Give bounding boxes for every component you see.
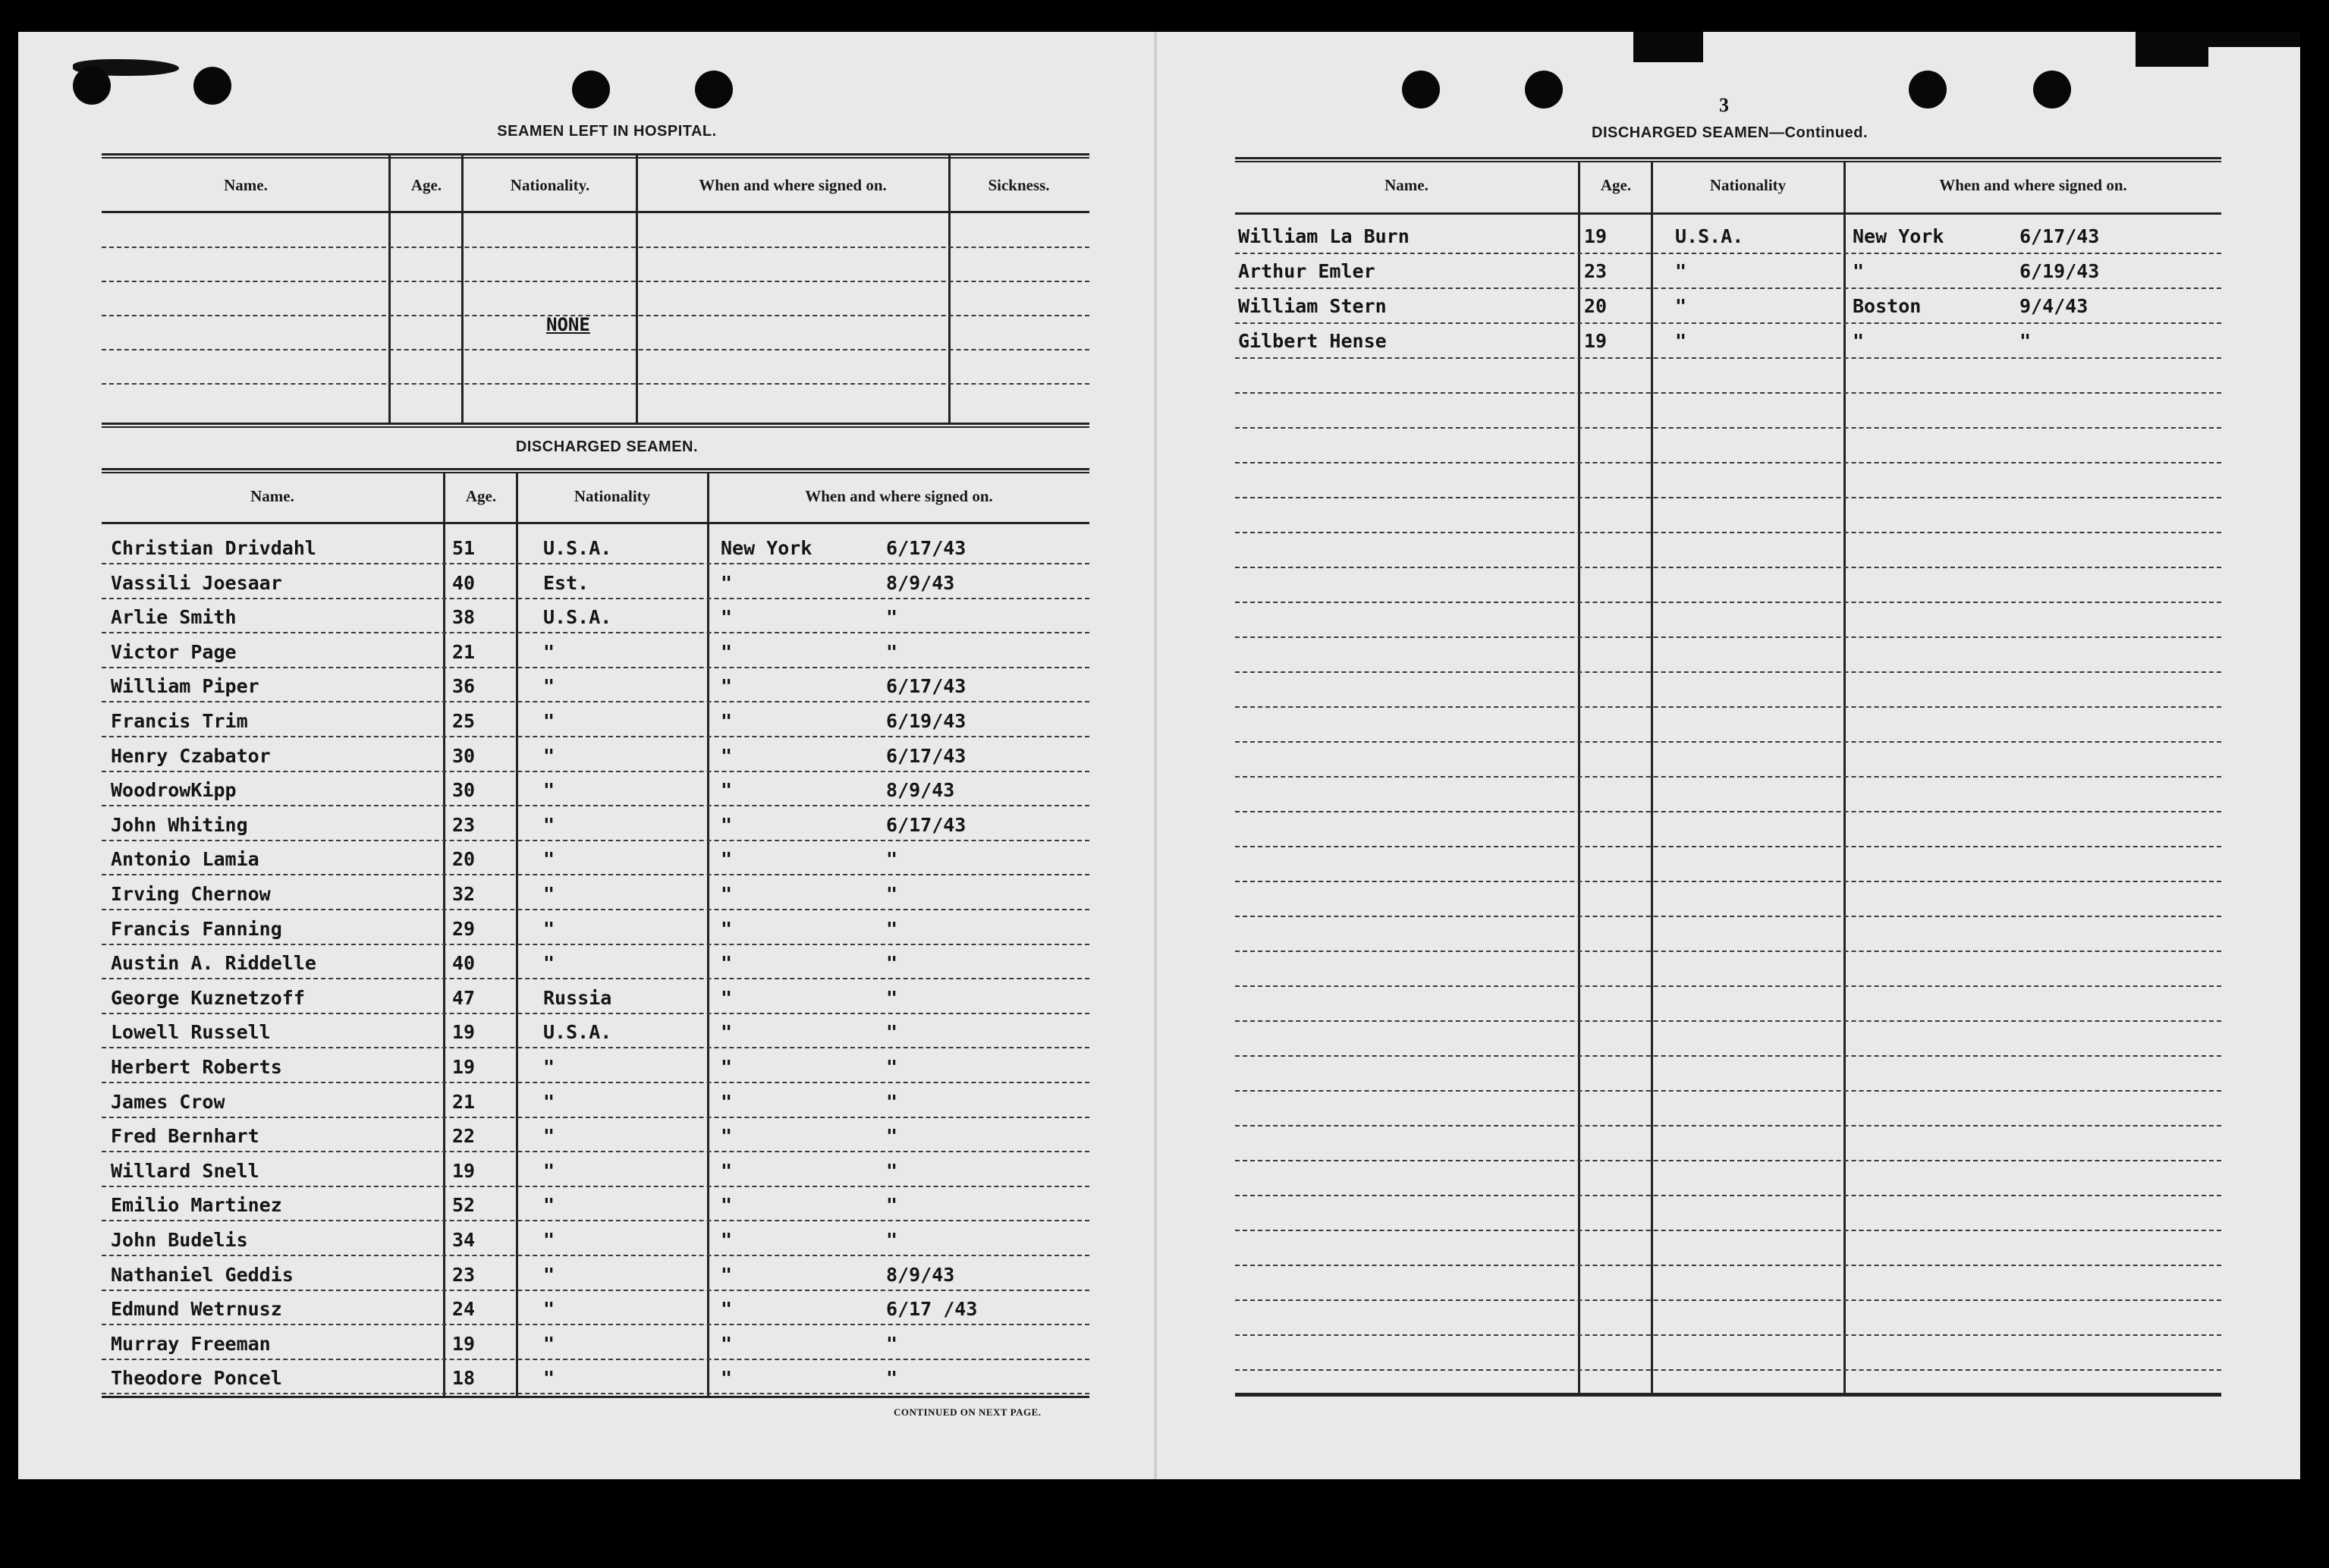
seaman-nationality: Russia — [543, 987, 612, 1009]
row-line — [1235, 567, 2221, 568]
row-line — [1235, 357, 2221, 359]
right-header-when-where: When and where signed on. — [1939, 176, 2127, 194]
row-line — [102, 1324, 1089, 1325]
row-line — [1235, 1265, 2221, 1266]
hospital-header-when-where: When and where signed on. — [699, 176, 887, 194]
seaman-nationality: " — [1675, 330, 1687, 352]
hospital-table-top-rule — [102, 153, 1089, 159]
seaman-signed-where: " — [721, 675, 733, 697]
row-line — [1235, 951, 2221, 952]
row-line — [102, 1151, 1089, 1152]
row-line — [1235, 322, 2221, 324]
row-line — [102, 1082, 1089, 1083]
row-line — [102, 771, 1089, 772]
punch-hole-4 — [695, 71, 733, 108]
seaman-age: 51 — [452, 537, 476, 559]
seaman-signed-when: " — [886, 1125, 898, 1147]
row-line — [102, 598, 1089, 599]
seaman-signed-when: 8/9/43 — [886, 1264, 955, 1286]
row-line — [102, 563, 1089, 564]
seaman-nationality: " — [543, 675, 555, 697]
seaman-name: Gilbert Hense — [1238, 330, 1387, 352]
row-line — [1235, 392, 2221, 394]
row-line — [102, 632, 1089, 633]
row-line — [1235, 741, 2221, 743]
seaman-age: 29 — [452, 918, 476, 940]
seaman-age: 40 — [452, 572, 476, 594]
row-line — [1235, 1160, 2221, 1161]
seaman-nationality: " — [543, 1091, 555, 1113]
seaman-nationality: " — [543, 745, 555, 767]
seaman-name: John Budelis — [111, 1229, 248, 1251]
seaman-nationality: " — [543, 779, 555, 801]
seaman-signed-where: " — [721, 1333, 733, 1355]
seaman-signed-where: " — [721, 848, 733, 870]
seaman-age: 19 — [1584, 330, 1608, 352]
seaman-age: 34 — [452, 1229, 476, 1251]
seaman-signed-where: New York — [1853, 225, 1944, 247]
seaman-name: Francis Fanning — [111, 918, 282, 940]
seaman-name: James Crow — [111, 1091, 225, 1113]
hospital-header-name: Name. — [224, 176, 268, 194]
seaman-nationality: " — [543, 1298, 555, 1320]
seaman-signed-when: " — [886, 606, 898, 628]
seaman-age: 23 — [1584, 260, 1608, 282]
seaman-signed-where: " — [721, 1125, 733, 1147]
seaman-age: 19 — [452, 1333, 476, 1355]
seaman-name: Christian Drivdahl — [111, 537, 316, 559]
seaman-age: 52 — [452, 1194, 476, 1216]
seaman-name: Irving Chernow — [111, 883, 271, 905]
discharged-table-top-rule — [102, 468, 1089, 473]
seaman-name: Austin A. Riddelle — [111, 952, 316, 974]
row-line — [1235, 497, 2221, 498]
continued-footnote: CONTINUED ON NEXT PAGE. — [894, 1406, 1042, 1418]
seaman-signed-where: " — [721, 814, 733, 836]
row-line — [102, 667, 1089, 668]
row-line — [102, 805, 1089, 806]
seaman-signed-when: " — [886, 1160, 898, 1182]
hospital-header-rule — [102, 211, 1089, 213]
seaman-name: Herbert Roberts — [111, 1056, 282, 1078]
row-line — [102, 1290, 1089, 1291]
seaman-signed-where: " — [721, 1298, 733, 1320]
row-line — [102, 1047, 1089, 1048]
seaman-nationality: U.S.A. — [543, 537, 612, 559]
row-line — [1235, 881, 2221, 882]
discharged-header-name: Name. — [250, 487, 294, 505]
seaman-signed-where: " — [721, 918, 733, 940]
seaman-nationality: " — [1675, 295, 1687, 317]
seaman-signed-when: 8/9/43 — [886, 572, 955, 594]
binder-tab-1 — [1633, 32, 1703, 62]
seaman-signed-when: 6/17/43 — [886, 675, 966, 697]
seaman-name: Edmund Wetrnusz — [111, 1298, 282, 1320]
seaman-signed-when: 6/17/43 — [886, 745, 966, 767]
hospital-section-title: SEAMEN LEFT IN HOSPITAL. — [497, 123, 717, 140]
row-line — [102, 701, 1089, 702]
seaman-nationality: U.S.A. — [543, 606, 612, 628]
seaman-signed-where: " — [721, 1194, 733, 1216]
punch-hole-7 — [1909, 71, 1947, 108]
seaman-age: 19 — [452, 1160, 476, 1182]
discharged-table-bottom-rule — [102, 1396, 1089, 1398]
row-line — [1235, 1055, 2221, 1057]
row-line — [1235, 776, 2221, 778]
row-line — [1235, 985, 2221, 987]
seaman-signed-where: " — [721, 952, 733, 974]
seaman-name: Fred Bernhart — [111, 1125, 259, 1147]
punch-hole-6 — [1525, 71, 1563, 108]
seaman-signed-where: " — [721, 572, 733, 594]
seaman-signed-when: 8/9/43 — [886, 779, 955, 801]
row-line — [1235, 811, 2221, 812]
seaman-nationality: " — [543, 952, 555, 974]
seaman-age: 21 — [452, 641, 476, 663]
seaman-signed-where: " — [721, 779, 733, 801]
right-table-top-rule — [1235, 157, 2221, 162]
discharged-header-rule — [102, 522, 1089, 524]
row-line — [1235, 288, 2221, 289]
seaman-name: John Whiting — [111, 814, 248, 836]
hospital-row-line — [102, 247, 1089, 248]
binder-tab-2 — [2136, 32, 2208, 67]
seaman-name: Victor Page — [111, 641, 237, 663]
seaman-age: 24 — [452, 1298, 476, 1320]
row-line — [1235, 427, 2221, 429]
seaman-age: 18 — [452, 1367, 476, 1389]
row-line — [1235, 462, 2221, 463]
seaman-nationality: " — [543, 814, 555, 836]
seaman-name: William La Burn — [1238, 225, 1410, 247]
seaman-signed-where: " — [721, 745, 733, 767]
seaman-nationality: " — [543, 710, 555, 732]
seaman-age: 23 — [452, 814, 476, 836]
seaman-nationality: " — [543, 1264, 555, 1286]
seaman-name: Henry Czabator — [111, 745, 271, 767]
right-header-rule — [1235, 212, 2221, 215]
seaman-age: 20 — [1584, 295, 1608, 317]
row-line — [102, 1013, 1089, 1014]
row-line — [102, 1186, 1089, 1187]
seaman-age: 47 — [452, 987, 476, 1009]
row-line — [102, 978, 1089, 979]
seaman-nationality: " — [543, 883, 555, 905]
seaman-signed-where: " — [721, 606, 733, 628]
row-line — [1235, 1369, 2221, 1371]
seaman-nationality: " — [543, 1125, 555, 1147]
seaman-nationality: U.S.A. — [1675, 225, 1744, 247]
seaman-name: Theodore Poncel — [111, 1367, 282, 1389]
row-line — [1235, 1334, 2221, 1336]
right-header-nationality: Nationality — [1709, 176, 1787, 194]
seaman-signed-where: " — [721, 1056, 733, 1078]
seaman-nationality: " — [543, 1194, 555, 1216]
seaman-name: Nathaniel Geddis — [111, 1264, 294, 1286]
row-line — [1235, 671, 2221, 673]
row-line — [102, 1359, 1089, 1360]
seaman-nationality: Est. — [543, 572, 589, 594]
seaman-age: 36 — [452, 675, 476, 697]
seaman-nationality: U.S.A. — [543, 1021, 612, 1043]
row-line — [102, 1393, 1089, 1394]
seaman-signed-where: " — [721, 1229, 733, 1251]
seaman-signed-when: " — [2019, 330, 2032, 352]
seaman-nationality: " — [543, 641, 555, 663]
punch-hole-2 — [193, 67, 231, 105]
seaman-signed-when: " — [886, 1229, 898, 1251]
seaman-name: William Piper — [111, 675, 259, 697]
seaman-age: 19 — [1584, 225, 1608, 247]
punch-hole-1 — [73, 67, 111, 105]
seaman-signed-where: New York — [721, 537, 812, 559]
row-line — [102, 874, 1089, 875]
seaman-age: 20 — [452, 848, 476, 870]
seaman-signed-when: 6/17 /43 — [886, 1298, 978, 1320]
seaman-age: 25 — [452, 710, 476, 732]
row-line — [1235, 532, 2221, 533]
hospital-row-line — [102, 281, 1089, 282]
row-line — [1235, 1195, 2221, 1196]
row-line — [1235, 916, 2221, 917]
seaman-age: 23 — [452, 1264, 476, 1286]
seaman-age: 40 — [452, 952, 476, 974]
seaman-name: George Kuznetzoff — [111, 987, 305, 1009]
seaman-signed-where: " — [721, 987, 733, 1009]
row-line — [1235, 1125, 2221, 1127]
row-line — [102, 944, 1089, 945]
seaman-signed-when: " — [886, 1194, 898, 1216]
seaman-age: 21 — [452, 1091, 476, 1113]
seaman-signed-where: " — [721, 641, 733, 663]
seaman-age: 30 — [452, 745, 476, 767]
seaman-signed-when: " — [886, 883, 898, 905]
row-line — [1235, 1299, 2221, 1301]
seaman-signed-when: " — [886, 918, 898, 940]
row-line — [102, 1255, 1089, 1256]
discharged-col-divider-3 — [707, 472, 709, 1396]
seaman-age: 19 — [452, 1021, 476, 1043]
punch-hole-8 — [2033, 71, 2071, 108]
seaman-signed-where: " — [721, 1021, 733, 1043]
seaman-name: Arthur Emler — [1238, 260, 1375, 282]
seaman-signed-when: 6/17/43 — [886, 814, 966, 836]
discharged-section-title: DISCHARGED SEAMEN. — [515, 438, 699, 455]
seaman-signed-when: " — [886, 641, 898, 663]
seaman-signed-where: " — [721, 1264, 733, 1286]
seaman-name: Murray Freeman — [111, 1333, 271, 1355]
page-number: 3 — [1719, 94, 1729, 116]
row-line — [102, 909, 1089, 910]
seaman-signed-where: " — [721, 1160, 733, 1182]
hospital-table-bottom-rule — [102, 423, 1089, 428]
seaman-signed-where: " — [721, 710, 733, 732]
seaman-signed-where: Boston — [1853, 295, 1922, 317]
punch-hole-3 — [572, 71, 610, 108]
seaman-name: Vassili Joesaar — [111, 572, 282, 594]
row-line — [1235, 846, 2221, 847]
right-header-age: Age. — [1600, 176, 1632, 194]
seaman-nationality: " — [543, 1160, 555, 1182]
seaman-signed-when: " — [886, 987, 898, 1009]
seaman-name: Lowell Russell — [111, 1021, 271, 1043]
seaman-signed-when: 6/19/43 — [2019, 260, 2100, 282]
row-line — [102, 1220, 1089, 1221]
row-line — [1235, 636, 2221, 638]
seaman-signed-when: " — [886, 1021, 898, 1043]
seaman-nationality: " — [1675, 260, 1687, 282]
seaman-age: 38 — [452, 606, 476, 628]
page-fold — [1154, 32, 1157, 1479]
seaman-signed-when: " — [886, 952, 898, 974]
seaman-signed-where: " — [721, 883, 733, 905]
seaman-signed-when: 6/19/43 — [886, 710, 966, 732]
seaman-signed-when: " — [886, 1091, 898, 1113]
seaman-name: Francis Trim — [111, 710, 248, 732]
none-stamp: NONE — [546, 314, 590, 335]
continued-section-title: DISCHARGED SEAMEN—Continued. — [1592, 124, 1868, 141]
right-table-bottom-rule — [1235, 1393, 2221, 1397]
seaman-signed-where: " — [1853, 330, 1865, 352]
seaman-nationality: " — [543, 848, 555, 870]
seaman-name: Arlie Smith — [111, 606, 237, 628]
seaman-signed-where: " — [721, 1367, 733, 1389]
seaman-age: 19 — [452, 1056, 476, 1078]
punch-hole-5 — [1402, 71, 1440, 108]
seaman-nationality: " — [543, 1229, 555, 1251]
seaman-age: 32 — [452, 883, 476, 905]
seaman-name: Emilio Martinez — [111, 1194, 282, 1216]
hospital-header-sickness: Sickness. — [988, 176, 1050, 194]
discharged-col-divider-1 — [443, 472, 445, 1396]
right-page — [1156, 32, 2300, 1479]
row-line — [1235, 602, 2221, 603]
discharged-header-nationality: Nationality — [574, 487, 651, 505]
right-header-name: Name. — [1385, 176, 1429, 194]
row-line — [102, 736, 1089, 737]
seaman-signed-when: " — [886, 1333, 898, 1355]
row-line — [1235, 1090, 2221, 1092]
seaman-nationality: " — [543, 918, 555, 940]
binder-tab-3 — [2208, 32, 2300, 47]
hospital-row-line — [102, 383, 1089, 385]
hospital-row-line — [102, 349, 1089, 350]
seaman-nationality: " — [543, 1056, 555, 1078]
discharged-header-when-where: When and where signed on. — [805, 487, 993, 505]
seaman-age: 30 — [452, 779, 476, 801]
seaman-name: WoodrowKipp — [111, 779, 237, 801]
discharged-col-divider-2 — [516, 472, 518, 1396]
seaman-signed-when: " — [886, 1367, 898, 1389]
seaman-signed-when: 6/17/43 — [886, 537, 966, 559]
seaman-signed-where: " — [1853, 260, 1865, 282]
seaman-signed-when: " — [886, 1056, 898, 1078]
row-line — [1235, 706, 2221, 708]
row-line — [102, 840, 1089, 841]
row-line — [1235, 1020, 2221, 1022]
hospital-row-line — [102, 315, 1089, 316]
seaman-signed-when: 9/4/43 — [2019, 295, 2089, 317]
discharged-header-age: Age. — [465, 487, 497, 505]
seaman-signed-when: 6/17/43 — [2019, 225, 2100, 247]
hospital-header-age: Age. — [410, 176, 442, 194]
seaman-signed-when: " — [886, 848, 898, 870]
seaman-name: Willard Snell — [111, 1160, 259, 1182]
hospital-header-nationality: Nationality. — [510, 176, 590, 194]
seaman-name: Antonio Lamia — [111, 848, 259, 870]
row-line — [1235, 1230, 2221, 1231]
seaman-signed-where: " — [721, 1091, 733, 1113]
row-line — [102, 1117, 1089, 1118]
row-line — [1235, 253, 2221, 254]
seaman-nationality: " — [543, 1367, 555, 1389]
seaman-name: William Stern — [1238, 295, 1387, 317]
seaman-age: 22 — [452, 1125, 476, 1147]
seaman-nationality: " — [543, 1333, 555, 1355]
